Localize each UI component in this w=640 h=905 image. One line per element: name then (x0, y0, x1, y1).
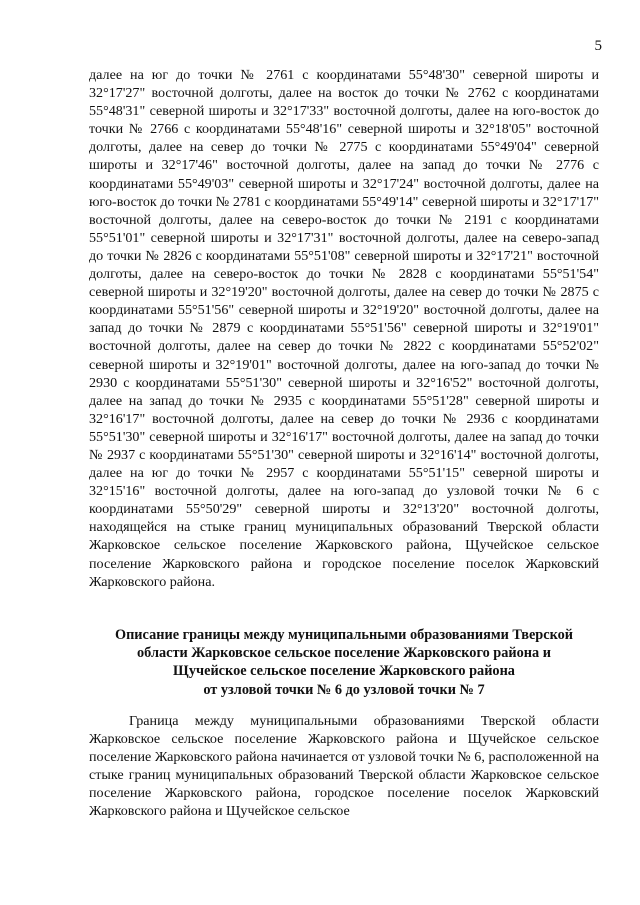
section-heading-line-2: области Жарковское сельское поселение Жарковского района и (137, 645, 551, 662)
body-paragraph-boundary-start: Граница между муниципальными образованиями Тверской области Жарковское сельское поселение Жарковского района и Щучейское сельское поселение Жарковского района начинается от узловой точки № 6, расположенной на стыке границ муниципальных образований Тверской области Жарковское сельское поселение Жарковского района, городское поселение поселок Жарковский Жарковского района и Щучейское сельское (89, 713, 599, 820)
section-heading (89, 626, 599, 699)
page-number: 5 (594, 38, 602, 54)
section-heading-line-3: Щучейское сельское поселение Жарковского района (173, 663, 515, 680)
section-heading-line-1: Описание границы между муниципальными образованиями Тверской (114, 627, 574, 643)
section-heading-line-4: от узловой точки № 6 до узловой точки № 7 (203, 681, 485, 698)
body-paragraph-boundary-points: далее на юг до точки № 2761 с координатами 55°48'30" северной широты и 32°17'27" восточной долготы, далее на восток до точки № 2762 с координатами 55°48'31" северной широты и 32°17'33" восточной долготы, далее на юго-восток до точки № 2766 с координатами 55°48'16" северной широты и 32°18'05" восточной долготы, далее на север до точки № 2775 с координатами 55°49'04" северной широты и 32°17'46" восточной долготы, далее на запад до точки № 2776 с координатами 55°49'03" северной широты и 32°17'24" восточной долготы, далее на юго-восток до точки № 2781 с координатами 55°49'14" северной широты и 32°17'17" восточной долготы, далее на северо-восток до точки № 2191 с координатами 55°51'01" северной широты и 32°17'31" восточной долготы, далее на северо-запад до точки № 2826 с координатами 55°51'08" северной широты и 32°17'21" восточной долготы, далее на северо-восток до точки № 2828 с координатами 55°51'54" северной широты и 32°19'20" восточной долготы, далее на север до точки № 2875 с координатами 55°51'56" северной широты и 32°19'20" восточной долготы, далее на запад до точки № 2879 с координатами 55°51'56" северной широты и 32°19'01" восточной долготы, далее на север до точки № 2822 с координатами 55°52'02" северной широты и 32°19'01" восточной долготы, далее на юго-запад до точки № 2930 с координатами 55°51'30" северной широты и 32°16'52" восточной долготы, далее на запад до точки № 2935 с координатами 55°51'28" северной широты и 32°16'17" восточной долготы, далее на север до точки № 2936 с координатами 55°51'30" северной широты и 32°16'17" восточной долготы, далее на запад до точки № 2937 с координатами 55°51'30" северной широты и 32°16'14" восточной долготы, далее на юг до точки № 2957 с координатами 55°51'15" северной широты и 32°15'16" восточной долготы, далее на юго-запад до узловой точки № 6 с координатами 55°50'29" северной широты и 32°13'20" восточной долготы, находящейся на стыке границ муниципальных образований Тверской области Жарковское сельское поселение Жарковского района, Щучейское сельское поселение Жарковского района и городское поселение поселок Жарковский Жарковского района. (89, 67, 599, 590)
